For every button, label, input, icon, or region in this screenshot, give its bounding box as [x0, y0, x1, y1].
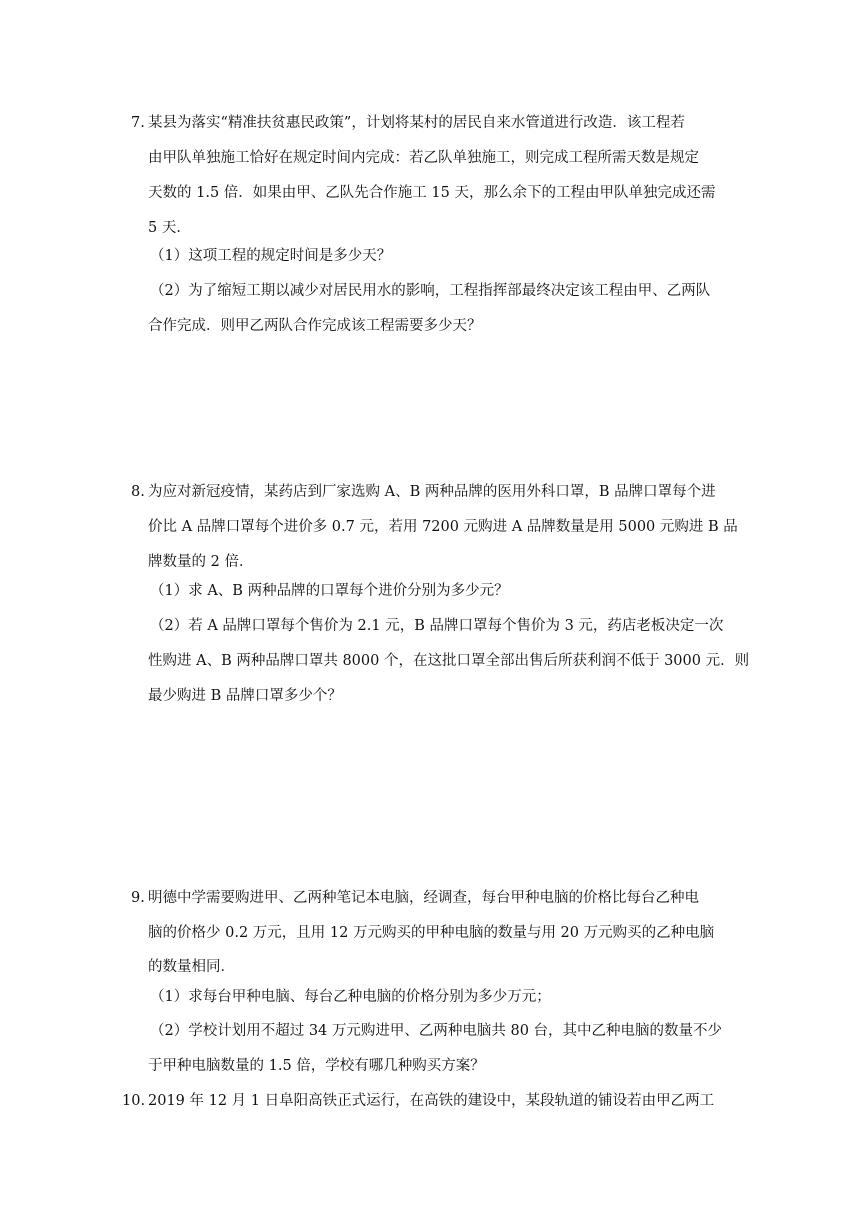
sub-question-continuation: 最少购进 B 品牌口罩多少个？ [148, 688, 342, 704]
sub-question-continuation: 于甲种电脑数量的 1.5 倍，学校有哪几种购买方案？ [148, 1058, 485, 1074]
question-text-line: 5 天． [148, 220, 191, 236]
question-text-line: 天数的 1.5 倍．如果由甲、乙队先合作施工 15 天，那么余下的工程由甲队单独完成还需 [148, 185, 716, 201]
question-text-line: 某县为落实“精准扶贫惠民政策”，计划将某村的居民自来水管道进行改造．该工程若 [148, 115, 685, 131]
question-text-line: 脑的价格少 0.2 万元，且用 12 万元购买的甲种电脑的数量与用 20 万元购买的乙种电脑 [148, 925, 715, 941]
question-text-line: 价比 A 品牌口罩每个进价多 0.7 元，若用 7200 元购进 A 品牌数量是用 5000 元购进 B 品 [148, 519, 738, 535]
question-number: 10. [122, 1093, 146, 1109]
sub-question-continuation: 性购进 A、B 两种品牌口罩共 8000 个，在这批口罩全部出售后所获利润不低于 3000 元．则 [148, 653, 750, 669]
question-text-line: 的数量相同． [148, 959, 235, 975]
sub-question: （1）求 A、B 两种品牌的口罩每个进价分别为多少元？ [150, 583, 509, 599]
sub-question: （2）为了缩短工期以减少对居民用水的影响，工程指挥部最终决定该工程由甲、乙两队 [150, 283, 711, 299]
question-text-line: 2019 年 12 月 1 日阜阳高铁正式运行，在高铁的建设中，某段轨道的铺设若由甲乙两工 [148, 1093, 715, 1109]
sub-question: （2）若 A 品牌口罩每个售价为 2.1 元，B 品牌口罩每个售价为 3 元，药店老板决定一次 [150, 618, 724, 634]
question-number: 9. [131, 890, 145, 906]
question-text-line: 牌数量的 2 倍． [148, 554, 254, 570]
question-text-line: 明德中学需要购进甲、乙两种笔记本电脑，经调查，每台甲种电脑的价格比每台乙种电 [148, 890, 699, 906]
question-number: 7. [131, 115, 145, 131]
question-text-line: 由甲队单独施工恰好在规定时间内完成：若乙队单独施工，则完成工程所需天数是规定 [148, 150, 699, 166]
sub-question: （2）学校计划用不超过 34 万元购进甲、乙两种电脑共 80 台，其中乙种电脑的数量不少 [150, 1023, 723, 1039]
question-number: 8. [131, 484, 145, 500]
sub-question: （1）求每台甲种电脑、每台乙种电脑的价格分别为多少万元； [150, 989, 551, 1005]
question-text-line: 为应对新冠疫情，某药店到厂家选购 A、B 两种品牌的医用外科口罩，B 品牌口罩每个进 [148, 484, 716, 500]
sub-question-continuation: 合作完成．则甲乙两队合作完成该工程需要多少天？ [148, 318, 482, 334]
sub-question: （1）这项工程的规定时间是多少天？ [150, 248, 392, 264]
